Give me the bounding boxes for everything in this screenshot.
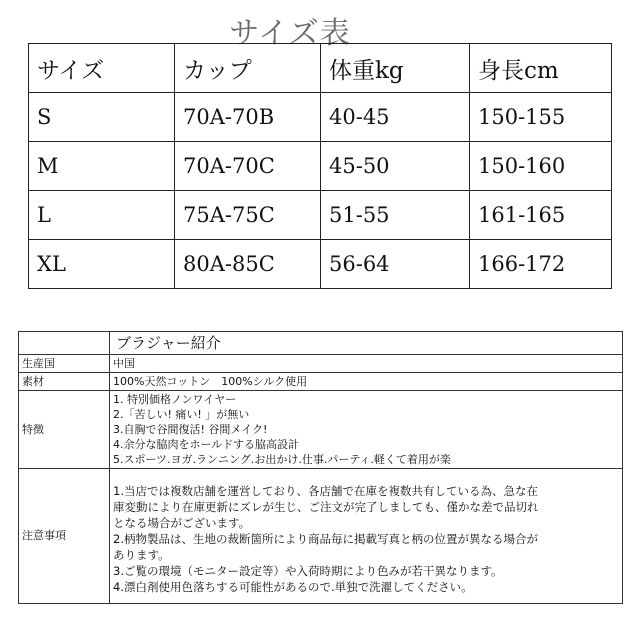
weight-cell: 40-45	[321, 93, 470, 142]
origin-label: 生産国	[19, 355, 110, 373]
feature-item: 2.「苦しい! 痛い! 」が無い	[113, 408, 250, 421]
height-cell: 150-160	[470, 142, 612, 191]
table-row	[29, 240, 612, 289]
height-cell: 161-165	[470, 191, 612, 240]
intro-title-row	[19, 332, 623, 355]
features-list	[110, 391, 623, 469]
table-row	[29, 191, 612, 240]
weight-cell: 56-64	[321, 240, 470, 289]
note-line: 4.漂白剤使用色落ちする可能性があるので.単独で洗濯してください。	[113, 580, 473, 594]
notes-list	[110, 469, 623, 604]
feature-item: 1. 特別価格ノンワイヤー	[113, 393, 237, 406]
note-line: 庫変動により在庫更新にズレが生じ、ご注文が完了しましても、僅かな差で品切れ	[113, 500, 539, 514]
height-cell: 166-172	[470, 240, 612, 289]
size-cell: M	[29, 142, 175, 191]
material-label: 素材	[19, 373, 110, 391]
intro-title: ブラジャー紹介	[110, 332, 623, 355]
product-intro-table	[18, 331, 623, 604]
intro-title-blank	[19, 332, 110, 355]
header-height: 身長cm	[470, 44, 612, 93]
size-cell: L	[29, 191, 175, 240]
material-row	[19, 373, 623, 391]
material-value: 100%天然コットン 100%シルク使用	[110, 373, 623, 391]
note-line: あります。	[113, 548, 170, 562]
cup-cell: 70A-70C	[175, 142, 321, 191]
size-table-header-row	[29, 44, 612, 93]
header-size: サイズ	[29, 44, 175, 93]
table-row	[29, 142, 612, 191]
note-line: 3.ご覧の環境（モニター設定等）や入荷時期により色みが若干異なります。	[113, 564, 503, 578]
table-row	[29, 93, 612, 142]
note-line: 1.当店では複数店舗を運営しており、各店舗で在庫を複数共有している為、急な在	[113, 484, 538, 498]
weight-cell: 51-55	[321, 191, 470, 240]
notes-label: 注意事項	[19, 469, 110, 604]
note-line: となる場合がございます。	[113, 516, 251, 530]
features-label: 特徴	[19, 391, 110, 469]
feature-item: 4.余分な脇肉をホールドする脇高設計	[113, 438, 299, 451]
note-line: 2.柄物製品は、生地の裁断箇所により商品毎に掲載写真と柄の位置が異なる場合が	[113, 532, 538, 546]
feature-item: 5.スポーツ.ヨガ.ランニング.お出かけ.仕事.パーティ.軽くて着用が楽	[113, 453, 451, 466]
page-title: サイズ表	[229, 16, 351, 51]
origin-row	[19, 355, 623, 373]
origin-value: 中国	[110, 355, 623, 373]
header-weight: 体重kg	[321, 44, 470, 93]
feature-item: 3.自胸で谷間復活! 谷間メイク!	[113, 423, 268, 436]
size-cell: XL	[29, 240, 175, 289]
notes-row	[19, 469, 623, 604]
height-cell: 150-155	[470, 93, 612, 142]
weight-cell: 45-50	[321, 142, 470, 191]
cup-cell: 70A-70B	[175, 93, 321, 142]
size-table	[28, 43, 612, 289]
cup-cell: 80A-85C	[175, 240, 321, 289]
header-cup: カップ	[175, 44, 321, 93]
features-row	[19, 391, 623, 469]
size-cell: S	[29, 93, 175, 142]
cup-cell: 75A-75C	[175, 191, 321, 240]
